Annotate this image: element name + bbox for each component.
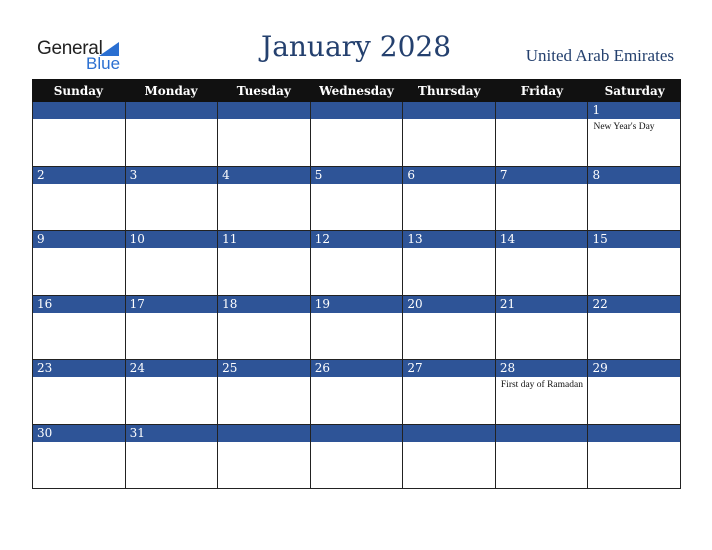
day-number <box>496 102 588 119</box>
day-cell <box>217 360 310 425</box>
day-cell <box>402 296 495 361</box>
holiday-label <box>218 377 310 379</box>
weekday-saturday: Saturday <box>604 83 665 98</box>
holiday-label <box>218 248 310 250</box>
day-number: 30 <box>33 425 125 442</box>
holiday-label <box>403 377 495 379</box>
holiday-label <box>218 313 310 315</box>
day-number <box>218 102 310 119</box>
day-cell <box>310 360 403 425</box>
weekday-monday: Monday <box>144 83 198 98</box>
page-title: January 2028 <box>260 30 452 63</box>
day-number: 14 <box>496 231 588 248</box>
holiday-label <box>126 377 218 379</box>
day-cell <box>587 425 681 490</box>
day-cell <box>310 425 403 490</box>
calendar-week-row <box>32 296 681 361</box>
day-number: 24 <box>126 360 218 377</box>
day-cell <box>125 167 218 232</box>
holiday-label <box>403 442 495 444</box>
logo-text-general: General <box>37 38 103 59</box>
day-number: 23 <box>33 360 125 377</box>
holiday-label <box>33 119 125 121</box>
day-cell <box>310 231 403 296</box>
holiday-label <box>403 119 495 121</box>
day-number: 8 <box>588 167 680 184</box>
holiday-label <box>311 248 403 250</box>
day-number <box>33 102 125 119</box>
day-cell <box>310 296 403 361</box>
logo-text-blue: Blue <box>86 54 121 73</box>
day-cell <box>310 102 403 167</box>
day-number: 19 <box>311 296 403 313</box>
day-cell <box>495 296 588 361</box>
day-cell <box>587 360 681 425</box>
day-number: 6 <box>403 167 495 184</box>
holiday-label <box>496 248 588 250</box>
weekday-tuesday: Tuesday <box>236 83 291 98</box>
day-number: 20 <box>403 296 495 313</box>
day-cell <box>32 102 125 167</box>
day-cell <box>495 102 588 167</box>
day-cell <box>125 102 218 167</box>
day-number: 25 <box>218 360 310 377</box>
holiday-label <box>311 119 403 121</box>
day-cell <box>587 296 681 361</box>
holiday-label <box>126 313 218 315</box>
day-cell <box>217 167 310 232</box>
holiday-label <box>126 442 218 444</box>
day-cell <box>32 167 125 232</box>
day-number: 2 <box>33 167 125 184</box>
day-number: 21 <box>496 296 588 313</box>
day-number: 28 <box>496 360 588 377</box>
day-cell <box>217 102 310 167</box>
calendar-week-row <box>32 102 681 167</box>
day-cell <box>495 360 588 425</box>
day-cell <box>217 425 310 490</box>
holiday-label <box>403 248 495 250</box>
weekday-sunday: Sunday <box>53 83 103 98</box>
holiday-label <box>126 248 218 250</box>
holiday-label <box>588 248 680 250</box>
day-number: 18 <box>218 296 310 313</box>
day-number <box>403 425 495 442</box>
day-cell <box>587 102 681 167</box>
day-cell <box>125 425 218 490</box>
holiday-label <box>588 442 680 444</box>
holiday-label <box>588 184 680 186</box>
day-number <box>218 425 310 442</box>
day-cell <box>125 360 218 425</box>
day-number: 13 <box>403 231 495 248</box>
holiday-label <box>403 313 495 315</box>
day-number: 17 <box>126 296 218 313</box>
calendar-week-row <box>32 231 681 296</box>
day-number: 16 <box>33 296 125 313</box>
day-cell <box>125 231 218 296</box>
day-cell <box>587 231 681 296</box>
holiday-label <box>588 313 680 315</box>
day-cell <box>217 231 310 296</box>
holiday-label <box>496 184 588 186</box>
day-cell <box>310 167 403 232</box>
day-number <box>588 425 680 442</box>
day-number: 11 <box>218 231 310 248</box>
day-number: 9 <box>33 231 125 248</box>
calendar-week-row <box>32 425 681 490</box>
day-number: 3 <box>126 167 218 184</box>
day-cell <box>32 296 125 361</box>
holiday-label: First day of Ramadan <box>500 380 583 390</box>
day-number: 26 <box>311 360 403 377</box>
day-number <box>311 425 403 442</box>
holiday-label <box>496 442 588 444</box>
day-number: 29 <box>588 360 680 377</box>
weekday-wednesday: Wednesday <box>319 83 394 98</box>
holiday-label <box>311 377 403 379</box>
holiday-label <box>218 119 310 121</box>
day-number: 12 <box>311 231 403 248</box>
holiday-label <box>588 377 680 379</box>
holiday-label <box>33 184 125 186</box>
calendar-grid <box>32 102 681 489</box>
holiday-label <box>126 184 218 186</box>
holiday-label <box>496 119 588 121</box>
day-cell <box>217 296 310 361</box>
day-cell <box>402 167 495 232</box>
holiday-label <box>311 313 403 315</box>
day-cell <box>125 296 218 361</box>
day-number: 27 <box>403 360 495 377</box>
holiday-label <box>33 377 125 379</box>
holiday-label <box>403 184 495 186</box>
weekday-friday: Friday <box>520 83 564 98</box>
day-cell <box>402 360 495 425</box>
country-label: United Arab Emirates <box>525 46 674 65</box>
calendar-week-row <box>32 167 681 232</box>
day-number <box>126 102 218 119</box>
calendar-week-row <box>32 360 681 425</box>
day-cell <box>495 231 588 296</box>
day-number: 1 <box>588 102 680 119</box>
day-cell <box>402 425 495 490</box>
day-number: 4 <box>218 167 310 184</box>
holiday-label <box>33 248 125 250</box>
day-cell <box>32 425 125 490</box>
day-number <box>403 102 495 119</box>
day-cell <box>402 102 495 167</box>
holiday-label <box>496 313 588 315</box>
day-number: 15 <box>588 231 680 248</box>
day-cell <box>495 425 588 490</box>
holiday-label <box>126 119 218 121</box>
day-cell <box>495 167 588 232</box>
day-cell <box>32 360 125 425</box>
day-number: 7 <box>496 167 588 184</box>
weekday-header <box>32 79 681 102</box>
day-cell <box>32 231 125 296</box>
day-cell <box>402 231 495 296</box>
day-number: 5 <box>311 167 403 184</box>
day-number <box>311 102 403 119</box>
day-number: 22 <box>588 296 680 313</box>
holiday-label: New Year's Day <box>593 122 655 132</box>
holiday-label <box>218 184 310 186</box>
holiday-label <box>33 313 125 315</box>
holiday-label <box>218 442 310 444</box>
day-number: 10 <box>126 231 218 248</box>
day-number <box>496 425 588 442</box>
day-cell <box>587 167 681 232</box>
holiday-label <box>311 442 403 444</box>
weekday-thursday: Thursday <box>417 83 481 98</box>
day-number: 31 <box>126 425 218 442</box>
holiday-label <box>311 184 403 186</box>
holiday-label <box>33 442 125 444</box>
